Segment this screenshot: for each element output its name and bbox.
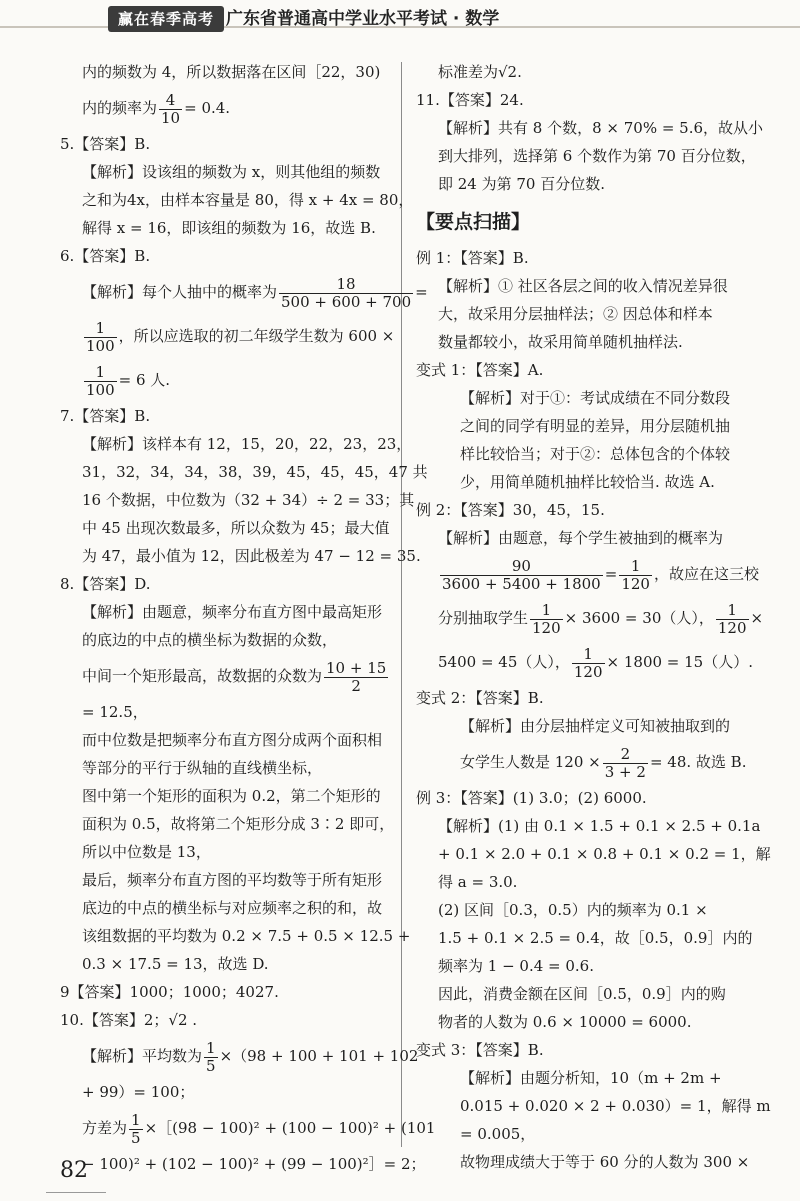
text-line: 而中位数是把频率分布直方图分成两个面积相: [82, 731, 383, 749]
series-logo: 赢在春季高考: [108, 6, 224, 32]
text-line: 中间一个矩形最高，故数据的众数为 $\frac{10 + 15}{2}$: [82, 658, 387, 695]
text-line: $\frac{90}{3600 + 5400 + 1800}$ = $\frac{1}{120}$ ，故应在这三校: [442, 556, 759, 593]
fraction: $\frac{1}{120}$: [621, 556, 650, 593]
text-line: 得 a = 3.0.: [438, 873, 518, 891]
page-number: 82: [60, 1158, 88, 1183]
text-line: 数量都较小，故采用简单随机抽样法.: [438, 333, 683, 351]
text-line: 故物理成绩大于等于 60 分的人数为 300 ×: [460, 1153, 750, 1171]
running-title: 广东省普通高中学业水平考试 · 数学: [226, 9, 500, 29]
answer-10: 10.【答案】2；√2 .: [60, 1011, 198, 1029]
text-line: 即 24 为第 70 百分位数.: [438, 175, 606, 193]
text-line: 女学生人数是 120 × $\frac{2}{3 + 2}$ = 48. 故选 B.: [460, 744, 747, 781]
text-line: 31，32，34，34，38，39，45，45，45，47 共: [82, 463, 428, 481]
text-line: 0.3 × 17.5 = 13，故选 D.: [82, 955, 269, 973]
text-line: 等部分的平行于纵轴的直线横坐标，: [82, 759, 323, 777]
text-line: 最后，频率分布直方图的平均数等于所有矩形: [82, 871, 383, 889]
text-line: 该组数据的平均数为 0.2 × 7.5 + 0.5 × 12.5 +: [82, 927, 411, 945]
text-line: (2) 区间［0.3，0.5）内的频率为 0.1 ×: [438, 901, 708, 919]
fraction: $\frac{1}{100}$: [86, 362, 115, 399]
answer-7: 7.【答案】B.: [60, 407, 151, 425]
fraction: $\frac{1}{5}$: [206, 1038, 216, 1075]
text-line: 【解析】共有 8 个数，8 × 70% = 5.6，故从小: [438, 119, 764, 137]
text-line: 【解析】设该组的频数为 x，则其他组的频数: [82, 163, 381, 181]
fraction: $\frac{1}{120}$: [573, 644, 603, 681]
text-line: $\frac{1}{100}$ = 6 人.: [86, 362, 171, 399]
left-column: [60, 58, 436, 1178]
footer-ornament: [46, 1186, 106, 1193]
page-header: [0, 0, 800, 48]
text-line: 图中第一个矩形的面积为 0.2，第二个矩形的: [82, 787, 381, 805]
text-line: 所以中位数是 13，: [82, 843, 211, 861]
text-line: 【解析】由题意，频率分布直方图中最高矩形: [82, 603, 383, 621]
example-2: 例 2：【答案】30，45，15.: [416, 501, 605, 519]
text-line: 面积为 0.5，故将第二个矩形分成 3∶2 即可，: [82, 815, 395, 833]
text-line: 之间的同学有明显的差异，用分层随机抽: [460, 417, 731, 435]
text-line: 【解析】对于①：考试成绩在不同分数段: [460, 389, 731, 407]
text-line: 16 个数据，中位数为（32 + 34）÷ 2 = 33；其: [82, 491, 415, 509]
text-line: 分别抽取学生 $\frac{1}{120}$ × 3600 = 30（人）， $\frac{1}{120}$ ×: [438, 600, 764, 637]
text-line: 5400 = 45（人）， $\frac{1}{120}$ × 1800 = 15（人）.: [438, 644, 753, 681]
fraction: $\frac{90}{3600 + 5400 + 1800}$: [442, 556, 601, 593]
text-line: 到大排列，选择第 6 个数作为第 70 百分位数，: [438, 147, 756, 165]
text-line: 【解析】该样本有 12，15，20，22，23，23，: [82, 435, 412, 453]
answer-6: 6.【答案】B.: [60, 247, 151, 265]
fraction: $\frac{2}{3 + 2}$: [604, 744, 646, 781]
text-line: 物者的人数为 0.6 × 10000 = 6000.: [438, 1013, 692, 1031]
text-line: + 99）= 100；: [82, 1083, 195, 1101]
text-line: 【解析】每个人抽中的概率为 $\frac{18}{500 + 600 + 700}$ =: [82, 274, 428, 311]
answer-9: 9【答案】1000；1000；4027.: [60, 983, 279, 1001]
text-line: $\frac{1}{100}$ ，所以应选取的初二年级学生数为 600 ×: [86, 318, 395, 355]
text-line: + 0.1 × 2.0 + 0.1 × 0.8 + 0.1 × 0.2 = 1，解: [438, 845, 771, 863]
text-line: 样比较恰当；对于②：总体包含的个体较: [460, 445, 731, 463]
column-divider: [401, 62, 402, 1147]
text-line: 【解析】由分层抽样定义可知被抽取到的: [460, 717, 731, 735]
text-line: 内的频率为 $\frac{4}{10}$ = 0.4.: [82, 90, 231, 127]
fraction: $\frac{4}{10}$: [161, 90, 181, 127]
text-line: 内的频数为 4，所以数据落在区间［22，30): [82, 63, 381, 81]
text-line: 【解析】由题意，每个学生被抽到的概率为: [438, 529, 724, 547]
text-line: = 0.005，: [460, 1125, 536, 1143]
text-line: 的底边的中点的横坐标为数据的众数，: [82, 631, 338, 649]
answer-8: 8.【答案】D.: [60, 575, 151, 593]
text-line: = 12.5，: [82, 703, 148, 721]
text-line: 0.015 + 0.020 × 2 + 0.030）= 1，解得 m: [460, 1097, 771, 1115]
answer-11: 11.【答案】24.: [416, 91, 524, 109]
text-line: 解得 x = 16，即该组的频数为 16，故选 B.: [82, 219, 376, 237]
fraction: $\frac{1}{100}$: [86, 318, 115, 355]
text-line: 【解析】(1) 由 0.1 × 1.5 + 0.1 × 2.5 + 0.1a: [438, 817, 761, 835]
text-line: 标准差为√2.: [438, 63, 522, 81]
text-line: 中 45 出现次数最多，所以众数为 45；最大值: [82, 519, 390, 537]
answer-5: 5.【答案】B.: [60, 135, 151, 153]
fraction: $\frac{1}{120}$: [717, 600, 747, 637]
text-line: 【解析】① 社区各层之间的收入情况差异很: [438, 277, 728, 295]
fraction: $\frac{1}{120}$: [532, 600, 561, 637]
variant-2: 变式 2：【答案】B.: [416, 689, 544, 707]
fraction: $\frac{1}{5}$: [131, 1110, 141, 1147]
right-column: [416, 58, 771, 1176]
text-line: 频率为 1 − 0.4 = 0.6.: [438, 957, 594, 975]
example-1: 例 1：【答案】B.: [416, 249, 529, 267]
text-line: 1.5 + 0.1 × 2.5 = 0.4，故［0.5，0.9］内的: [438, 929, 753, 947]
text-line: 方差为 $\frac{1}{5}$ ×［(98 − 100)² + (100 − 100)² + (101: [82, 1110, 436, 1147]
example-3: 例 3：【答案】(1) 3.0；(2) 6000.: [416, 789, 647, 807]
text-line: − 100)² + (102 − 100)² + (99 − 100)²］= 2；: [82, 1155, 426, 1173]
text-line: 底边的中点的横坐标与对应频率之积的和，故: [82, 899, 383, 917]
text-line: 【解析】平均数为 $\frac{1}{5}$ ×（98 + 100 + 101 + 102: [82, 1038, 419, 1075]
variant-1: 变式 1：【答案】A.: [416, 361, 544, 379]
fraction: $\frac{18}{500 + 600 + 700}$: [281, 274, 412, 311]
text-line: 【解析】由题分析知，10（m + 2m +: [460, 1069, 722, 1087]
section-heading: 【要点扫描】: [416, 211, 531, 233]
text-line: 因此，消费金额在区间［0.5，0.9］内的购: [438, 985, 726, 1003]
text-line: 少，用简单随机抽样比较恰当. 故选 A.: [460, 473, 715, 491]
fraction: $\frac{10 + 15}{2}$: [326, 658, 387, 695]
text-line: 大，故采用分层抽样法；② 因总体和样本: [438, 305, 713, 323]
text-line: 为 47，最小值为 12，因此极差为 47 − 12 = 35.: [82, 547, 421, 565]
variant-3: 变式 3：【答案】B.: [416, 1041, 544, 1059]
text-line: 之和为4x，由样本容量是 80，得 x + 4x = 80，: [82, 191, 414, 209]
